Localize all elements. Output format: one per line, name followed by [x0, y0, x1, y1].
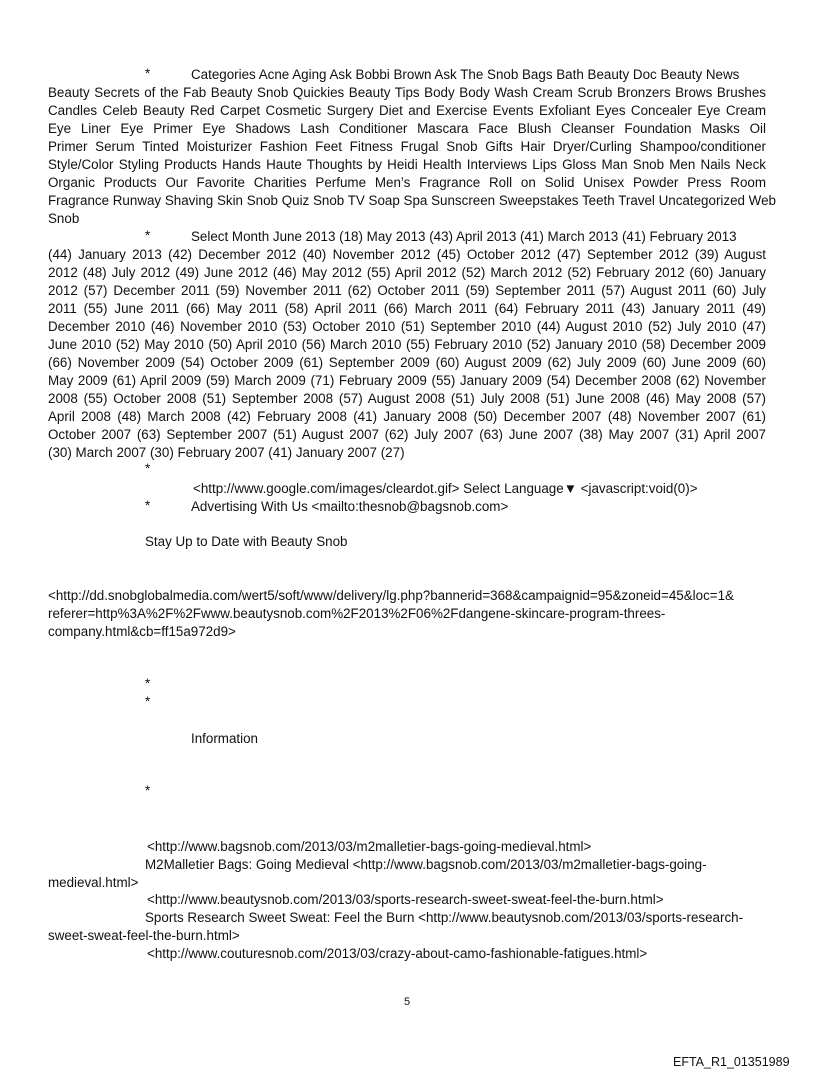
bullet-language: * [145, 461, 151, 476]
banner-url-line: <http://dd.snobglobalmedia.com/wert5/soft/www/delivery/lg.php?bannerid=368&campaignid=95&zoneid=45&loc=1& [48, 588, 734, 603]
banner-url-line: company.html&cb=ff15a972d9> [48, 624, 236, 639]
link-url[interactable]: <http://www.beautysnob.com/2013/03/sports-research-sweet-sweat-feel-the-burn.html> [147, 892, 664, 907]
bullet-1: * [145, 676, 151, 691]
bullet-archive: * [145, 228, 151, 243]
banner-url-line: referer=http%3A%2F%2Fwww.beautysnob.com%2F2013%2F06%2Fdangene-skincare-program-threes- [48, 606, 666, 621]
archive-line: 2012 (48) July 2012 (49) June 2012 (46) May 2012 (55) April 2012 (52) March 2012 (52) February 2012 (60) January [48, 265, 766, 280]
select-language-link[interactable]: <http://www.google.com/images/cleardot.gif> Select Language▼ <javascript:void(0)> [193, 481, 698, 496]
categories-line: Primer Serum Tinted Moisturizer Fashion Feet Fitness Frugal Snob Gifts Hair Dryer/Curling Shampoo/conditioner [48, 139, 766, 154]
categories-line: Beauty Secrets of the Fab Beauty Snob Quickies Beauty Tips Body Body Wash Cream Scrub Bronzers Brows Brushes [48, 85, 766, 100]
link-title-cont[interactable]: medieval.html> [48, 875, 139, 890]
link-title[interactable]: Sports Research Sweet Sweat: Feel the Burn <http://www.beautysnob.com/2013/03/sports-research- [145, 910, 744, 925]
stay-up-heading: Stay Up to Date with Beauty Snob [145, 534, 348, 549]
page-number: 5 [404, 996, 411, 1008]
archive-line: 2012 (57) December 2011 (59) November 2011 (62) October 2011 (59) September 2011 (57) August 2011 (60) July [48, 283, 766, 298]
archive-line: May 2009 (61) April 2009 (59) March 2009 (71) February 2009 (55) January 2009 (54) December 2008 (62) November [48, 373, 766, 388]
bullet-3: * [145, 783, 151, 798]
archive-line: (66) November 2009 (54) October 2009 (61) September 2009 (60) August 2009 (62) July 2009 (60) June 2009 (60) [48, 355, 766, 370]
archive-line: 2008 (55) October 2008 (51) September 2008 (57) August 2008 (51) July 2008 (51) June 2008 (46) May 2008 (57) [48, 391, 766, 406]
bullet-advertising: * [145, 498, 151, 513]
bullet-2: * [145, 694, 151, 709]
categories-line: Candles Celeb Beauty Red Carpet Cosmetic Surgery Diet and Exercise Events Exfoliant Eyes Concealer Eye Cream [48, 103, 766, 118]
link-url[interactable]: <http://www.couturesnob.com/2013/03/crazy-about-camo-fashionable-fatigues.html> [147, 946, 648, 961]
categories-line: Eye Liner Eye Primer Eye Shadows Lash Conditioner Mascara Face Blush Cleanser Foundation Masks Oil [48, 121, 766, 136]
categories-line: Snob [48, 211, 80, 226]
link-title-cont[interactable]: sweet-sweat-feel-the-burn.html> [48, 928, 240, 943]
archive-line: October 2007 (63) September 2007 (51) August 2007 (62) July 2007 (63) June 2007 (38) May 2007 (31) April 2007 [48, 427, 766, 442]
bullet-categories: * [145, 66, 151, 81]
categories-line: Categories Acne Aging Ask Bobbi Brown Ask The Snob Bags Bath Beauty Doc Beauty News [191, 67, 740, 82]
link-url[interactable]: <http://www.bagsnob.com/2013/03/m2malletier-bags-going-medieval.html> [147, 839, 592, 854]
categories-line: Style/Color Styling Products Hands Haute Thoughts by Heidi Health Interviews Lips Gloss Man Snob Men Nails Neck [48, 157, 766, 172]
archive-line: April 2008 (48) March 2008 (42) February 2008 (41) January 2008 (50) December 2007 (48) November 2007 (61) [48, 409, 766, 424]
categories-line: Fragrance Runway Shaving Skin Snob Quiz Snob TV Soap Spa Sunscreen Sweepstakes Teeth Travel Uncategorized Web [48, 193, 776, 208]
document-id: EFTA_R1_01351989 [673, 1055, 790, 1069]
archive-line: June 2010 (52) May 2010 (50) April 2010 (56) March 2010 (55) February 2010 (52) January 2010 (58) December 2009 [48, 337, 766, 352]
archive-line: (30) March 2007 (30) February 2007 (41) January 2007 (27) [48, 445, 405, 460]
advertising-link[interactable]: Advertising With Us <mailto:thesnob@bagsnob.com> [191, 499, 509, 514]
archive-line: 2011 (55) June 2011 (66) May 2011 (58) April 2011 (66) March 2011 (64) February 2011 (43) January 2011 (49) [48, 301, 766, 316]
information-heading: Information [191, 731, 258, 746]
archive-line: Select Month June 2013 (18) May 2013 (43) April 2013 (41) March 2013 (41) February 2013 [191, 229, 737, 244]
link-title[interactable]: M2Malletier Bags: Going Medieval <http://www.bagsnob.com/2013/03/m2malletier-bags-going- [145, 857, 707, 872]
archive-line: December 2010 (46) November 2010 (53) October 2010 (51) September 2010 (44) August 2010 (52) July 2010 (47) [48, 319, 766, 334]
archive-line: (44) January 2013 (42) December 2012 (40) November 2012 (45) October 2012 (47) September 2012 (39) August [48, 247, 766, 262]
categories-line: Organic Products Our Favorite Charities Perfume Men’s Fragrance Roll on Solid Unisex Powder Press Room [48, 175, 766, 190]
